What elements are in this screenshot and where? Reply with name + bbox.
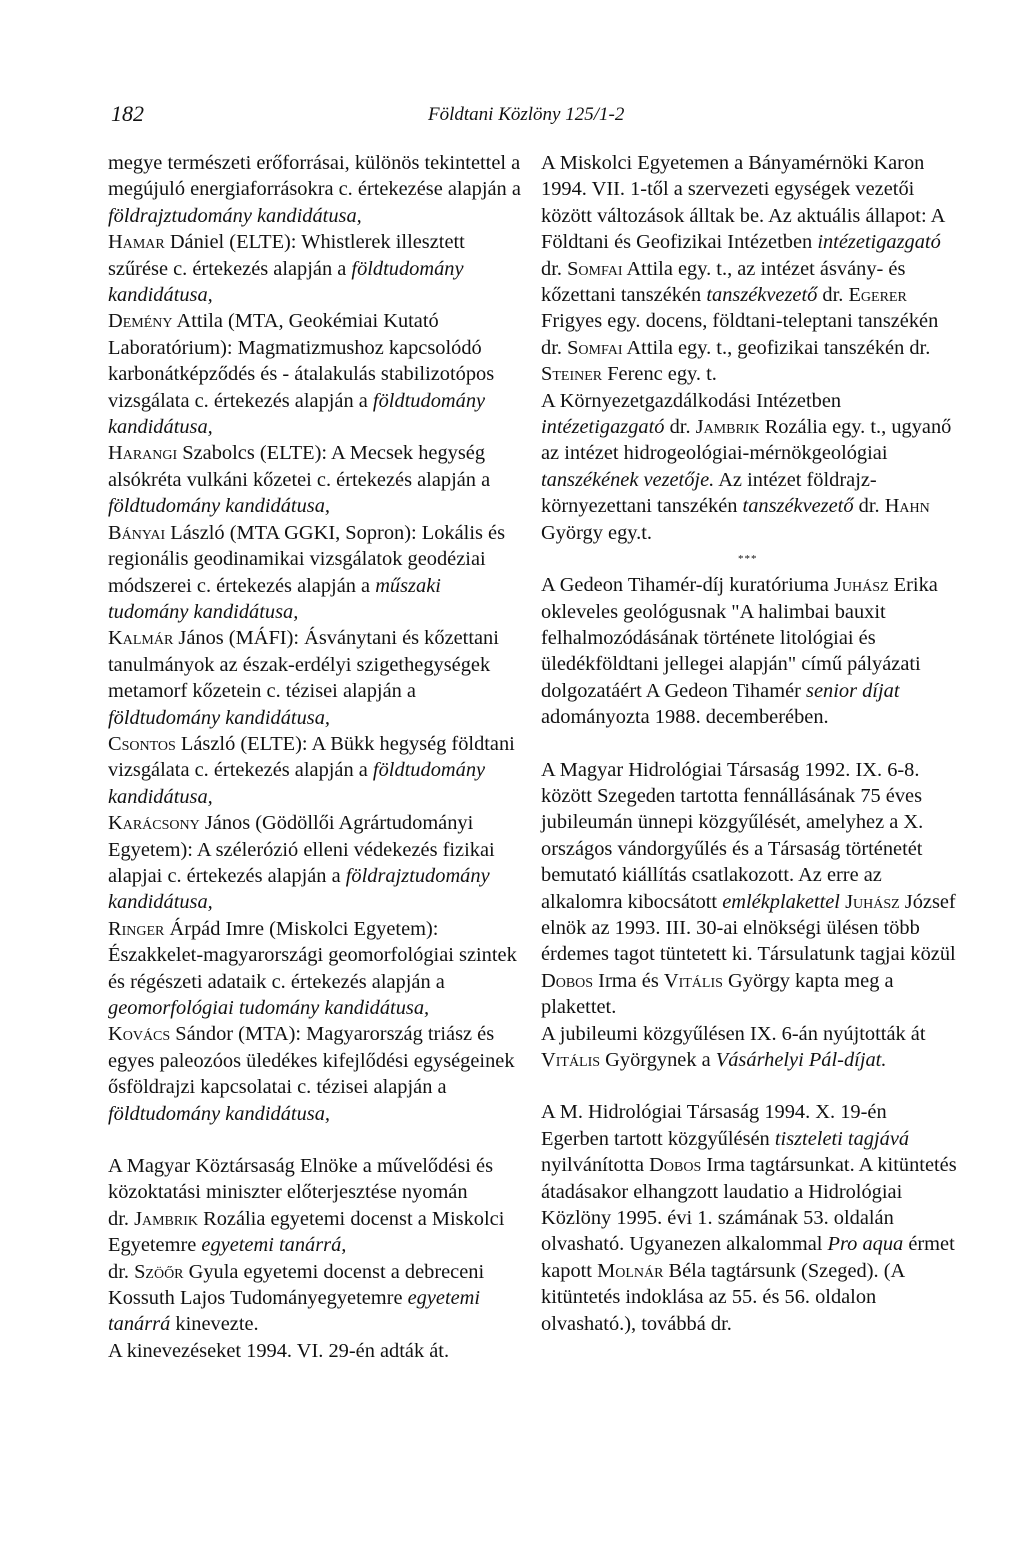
degree-title: földtudomány kandidátusa, (108, 706, 331, 729)
person-name: Somfai (567, 336, 623, 359)
paragraph-left-2 (108, 229, 522, 308)
text: Sándor (MTA): Magyarország triász és egyes paleozóos üledékes kifejlődési egységeinek ősföldrajzi kapcsolatai c. tézisei alapján a (108, 1023, 515, 1099)
person-name: Juhász (833, 574, 889, 597)
text: Rozália egy. t., ugyanő az intézet hidrogeológiai-mérnökgeológiai (541, 416, 952, 465)
paragraph-left-6 (108, 625, 522, 731)
person-name: Ringer (108, 917, 165, 940)
paragraph-left-9 (108, 916, 522, 1022)
text: adományozta 1988. decemberében. (541, 706, 829, 729)
right-column (541, 150, 957, 1337)
text: Árpád Imre (Miskolci Egyetem): Északkelet-magyarországi geomorfológiai szintek és régészeti adataik c. értekezés alapján a (108, 917, 517, 993)
text: Attila (MTA, Geokémiai Kutató Laboratórium): Magmatizmushoz kapcsolódó karbonátképződés és - átalakulás stabilizotópos vizsgálata c. értekezés alapján a (108, 310, 495, 412)
paragraph-left-7 (108, 731, 522, 810)
paragraph-left-11 (108, 1153, 522, 1206)
person-name: Jambrik (695, 416, 760, 439)
person-name: Vitális (541, 1049, 601, 1071)
text: A Miskolci Egyetemen a Bányamérnöki Karon 1994. VII. 1-től a szervezeti egységek vezetői között változások álltak be. Az aktuális állapot: A Földtani és Geofizikai Intézetben (541, 152, 945, 254)
text: Gyula egyetemi docenst a debreceni Kossuth Lajos Tudományegyetemre (108, 1260, 485, 1310)
award-italic: Vásárhelyi Pál-díjat. (715, 1049, 887, 1071)
spacer (541, 731, 957, 757)
title-italic: egyetemi tanárrá (108, 1287, 481, 1336)
degree-title: földrajztudomány kandidátusa, (108, 204, 362, 227)
person-name: Hamar (108, 231, 165, 254)
title-italic: egyetemi tanárrá, (201, 1234, 347, 1257)
award-italic: emlékplakettel (722, 890, 840, 913)
person-name: Egerer (848, 284, 907, 307)
text: megye természeti erőforrásai, különös tekintettel a megújuló energiaforrásokra c. értekezése alapján a (108, 152, 521, 201)
text: Györgynek a (600, 1049, 716, 1071)
position-italic: tanszékvezető (706, 284, 818, 307)
text: György egy.t. (541, 521, 653, 544)
paragraph-right-2 (541, 388, 957, 546)
text: nyilvánította (541, 1154, 650, 1177)
text: dr. (541, 257, 568, 280)
text: A Magyar Hidrológiai Társaság 1992. IX. 6-8. között Szegeden tartotta fennállásának 75 éves jubileumán ünnepi közgyűlését, amelyhez a X. országos vándorgyűlés és a Társaság történetét bemutató kiállítás csatlakozott. Az erre az alkalomra kibocsátott (541, 758, 924, 913)
text: László (ELTE): A Bükk hegység földtani vizsgálata c. értekezés alapján a (108, 732, 515, 782)
degree-title: földtudomány kandidátusa, (108, 759, 486, 808)
paragraph-right-5 (541, 1021, 957, 1074)
text: A Gedeon Tihamér-díj kuratóriuma (541, 574, 834, 597)
position-italic: tanszékének vezetője. (541, 468, 715, 491)
person-name: Karácsony (108, 812, 200, 835)
text: dr. (108, 1260, 135, 1283)
text: János (MÁFI): Ásványtani és kőzettani tanulmányok az észak-erdélyi szigethegységek metamorf kőzetein c. tézisei alapján a (108, 627, 499, 703)
paragraph-right-3 (541, 572, 957, 730)
text: Szabolcs (ELTE): A Mecsek hegység alsókréta vulkáni kőzetei c. értekezés alapján a (108, 442, 491, 491)
text: László (MTA GGKI, Sopron): Lokális és regionális geodinamikai vizsgálatok geodéziai módszerei c. értekezés alapján a (108, 521, 506, 597)
text: A jubileumi közgyűlésen IX. 6-án nyújtották át (541, 1022, 926, 1045)
text: Attila egy. t., geofizikai tanszékén dr. (622, 336, 931, 359)
person-name: Kalmár (108, 627, 174, 650)
person-name: Juhász (845, 890, 900, 913)
text: dr. (108, 1207, 135, 1230)
text: A M. Hidrológiai Társaság 1994. X. 19-én Egerben tartott közgyűlésén (541, 1101, 887, 1150)
position-italic: tanszékvezető (742, 495, 854, 518)
text: Dániel (ELTE): Whistlerek illesztett szűrése c. értekezés alapján a (108, 231, 465, 280)
paragraph-right-4 (541, 757, 957, 1021)
text: Az intézet földrajz-környezettani tanszékén (541, 468, 877, 518)
person-name: Demény (108, 310, 173, 333)
left-column (108, 150, 522, 1364)
text: A Magyar Köztársaság Elnöke a művelődési és közoktatási miniszter előterjesztése nyomán (108, 1155, 494, 1204)
paragraph-left-3 (108, 308, 522, 440)
person-name: Csontos (108, 732, 176, 755)
text: érmet kapott (541, 1233, 955, 1282)
page-number: 182 (111, 101, 144, 126)
person-name: Molnár (597, 1259, 664, 1282)
text: Irma tagtársunkat. A kitüntetés átadásakor elhangzott laudatio a Hidrológiai Közlöny 1995. évi 1. számának 53. oldalán olvasható. Ugyanezen alkalommal (541, 1154, 957, 1256)
award-italic: senior díjat (806, 679, 900, 702)
text: dr. (853, 495, 885, 518)
degree-title: földtudomány kandidátusa, (108, 257, 464, 307)
paragraph-right-6 (541, 1099, 957, 1337)
person-name: Steiner (541, 363, 603, 386)
paragraph-left-4 (108, 440, 522, 519)
text: Rozália egyetemi docenst a Miskolci Egyetemre (108, 1207, 505, 1257)
text: dr. (817, 284, 849, 307)
text: kinevezte. (170, 1313, 259, 1336)
person-name: Bányai (108, 521, 166, 544)
paragraph-left-10 (108, 1021, 522, 1127)
paragraph-left-13 (108, 1259, 522, 1338)
text: Frigyes egy. docens, földtani-teleptani tanszékén dr. (541, 310, 939, 359)
section-separator: *** (738, 553, 758, 566)
spacer (108, 1127, 522, 1153)
paragraph-left-8 (108, 810, 522, 916)
degree-title: földrajztudomány kandidátusa, (108, 864, 490, 914)
text: dr. (664, 416, 696, 439)
paragraph-left-12 (108, 1206, 522, 1259)
text: Erika okleveles geológusnak "A halimbai bauxit felhalmozódásának története litológiai és üledékföldtani jellegei alapján" című pályázati dolgozatáért A Gedeon Tihamér (541, 574, 938, 702)
person-name: Hahn (884, 495, 930, 518)
text: János (Gödöllői Agrártudományi Egyetem): A szélerózió elleni védekezés fizikai alapjai c. értekezés alapján a (108, 812, 495, 887)
text: György kapta meg a plakettet. (541, 969, 894, 1019)
degree-title: földtudomány kandidátusa, (108, 495, 331, 518)
person-name: Vitális (663, 969, 723, 992)
text: Béla tagtársunk (Szeged). (A kitüntetés indoklása az 55. és 56. oldalon olvasható.), továbbá dr. (541, 1259, 905, 1335)
person-name: Kovács (108, 1023, 171, 1046)
degree-title: földtudomány kandidátusa, (108, 389, 486, 439)
degree-title: geomorfológiai tudomány kandidátusa, (108, 997, 430, 1019)
running-head: Földtani Közlöny 125/1-2 (428, 104, 625, 125)
text: József elnök az 1993. III. 30-ai elnökségi ülésen több érdemes tagot tüntetett ki. Társulatunk tagjai közül (541, 890, 956, 966)
paragraph-right-1 (541, 150, 957, 388)
person-name: Jambrik (134, 1207, 199, 1230)
degree-title: műszaki tudomány kandidátusa, (108, 574, 441, 623)
award-italic: tiszteleti tagjává (774, 1127, 910, 1150)
spacer (541, 1073, 957, 1099)
person-name: Somfai (567, 257, 623, 280)
text: Attila egy. t., az intézet ásvány- és kőzettani tanszékén (541, 257, 906, 307)
paragraph-left-14 (108, 1338, 522, 1364)
award-italic: Pro aqua (827, 1233, 904, 1256)
text: A kinevezéseket 1994. VI. 29-én adták át. (108, 1339, 450, 1362)
position-italic: intézetigazgató (541, 416, 665, 439)
person-name: Harangi (108, 442, 178, 465)
text: Ferenc egy. t. (602, 363, 717, 386)
paragraph-left-5 (108, 520, 522, 626)
paragraph-left-1 (108, 150, 522, 229)
text: Irma és (593, 969, 664, 992)
person-name: Dobos (649, 1154, 702, 1177)
degree-title: földtudomány kandidátusa, (108, 1102, 331, 1125)
person-name: Dobos (541, 969, 594, 992)
text: A Környezetgazdálkodási Intézetben (541, 389, 842, 412)
position-italic: intézetigazgató (817, 231, 941, 254)
person-name: Szöőr (134, 1260, 184, 1283)
